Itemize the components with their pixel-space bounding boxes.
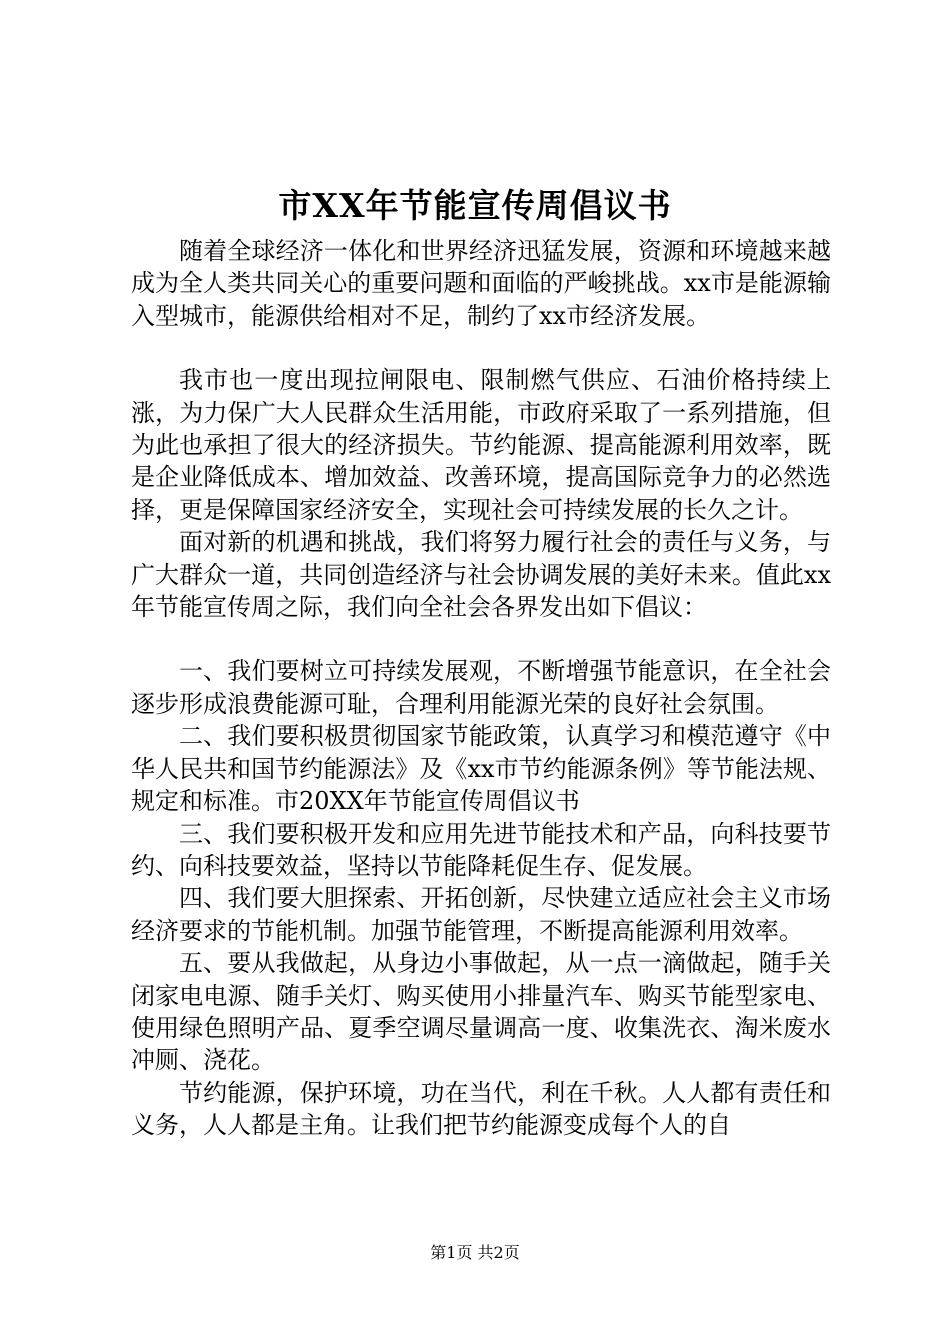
document-title: 市XX年节能宣传周倡议书 <box>278 186 672 225</box>
paragraph-closing: 节约能源，保护环境，功在当代，利在千秋。人人都有责任和义务，人人都是主角。让我们把节约能源变成每个人的自 <box>131 1078 831 1140</box>
paragraph-item-5: 五、要从我做起，从身边小事做起，从一点一滴做起，随手关闭家电电源、随手关灯、购买使用小排量汽车、购买节能型家电、使用绿色照明产品、夏季空调尽量调高一度、收集洗衣、淘米废水冲厕、浇花。 <box>131 949 831 1075</box>
paragraph-item-2: 二、我们要积极贯彻国家节能政策，认真学习和模范遵守《中华人民共和国节约能源法》及《xx市节约能源条例》等节能法规、规定和标准。市20XX年节能宣传周倡议书 <box>131 722 831 816</box>
document-body <box>131 235 831 1142</box>
page-number-footer: 第1页 共2页 <box>430 1243 520 1262</box>
paragraph-energy-situation: 我市也一度出现拉闸限电、限制燃气供应、石油价格持续上涨，为力保广大人民群众生活用能，市政府采取了一系列措施，但为此也承担了很大的经济损失。节约能源、提高能源利用效率，既是企业降低成本、增加效益、改善环境，提高国际竞争力的必然选择，更是保障国家经济安全，实现社会可持续发展的长久之计。 <box>131 366 831 524</box>
paragraph-initiative-intro: 面对新的机遇和挑战，我们将努力履行社会的责任与义务，与广大群众一道，共同创造经济与社会协调发展的美好未来。值此xx年节能宣传周之际，我们向全社会各界发出如下倡议： <box>131 528 831 622</box>
paragraph-item-4: 四、我们要大胆探索、开拓创新，尽快建立适应社会主义市场经济要求的节能机制。加强节能管理，不断提高能源利用效率。 <box>131 884 831 945</box>
paragraph-item-1: 一、我们要树立可持续发展观，不断增强节能意识，在全社会逐步形成浪费能源可耻，合理利用能源光荣的良好社会氛围。 <box>131 657 831 718</box>
paragraph-intro: 随着全球经济一体化和世界经济迅猛发展，资源和环境越来越成为全人类共同关心的重要问题和面临的严峻挑战。xx市是能源输入型城市，能源供给相对不足，制约了xx市经济发展。 <box>131 237 831 330</box>
paragraph-item-3: 三、我们要积极开发和应用先进节能技术和产品，向科技要节约、向科技要效益，坚持以节能降耗促生存、促发展。 <box>131 819 831 880</box>
